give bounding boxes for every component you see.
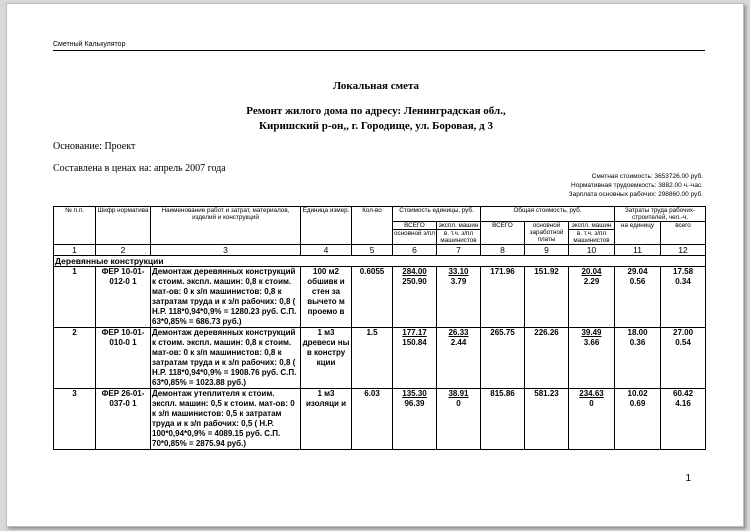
row-total-all: 265.75 xyxy=(481,328,525,389)
row-num: 1 xyxy=(54,267,96,328)
row-labor-all xyxy=(661,267,706,328)
row-labor-unit xyxy=(615,389,661,450)
tc-machines: 39.49 xyxy=(581,328,602,337)
header-uc-base-salary: основной з/пл xyxy=(393,230,437,245)
subtitle-line-1: Ремонт жилого дома по адресу: Ленинградская обл., xyxy=(246,105,506,117)
subtitle-line-2: Киришский р-он,, г. Городище, ул. Боровая, д 3 xyxy=(259,120,493,132)
row-unit-cost xyxy=(393,267,437,328)
lab-all-2: 0.34 xyxy=(675,277,691,286)
row-unit: 100 м2 обшивк и стен за вычето м проемо в xyxy=(301,267,352,328)
header-tc-machinist-salary: в. т.ч. з/пл машинистов xyxy=(569,230,615,245)
uc-all: 284.00 xyxy=(402,267,427,276)
column-number: 7 xyxy=(437,245,481,256)
document-page xyxy=(6,3,744,527)
row-unit: 1 м3 изоляци и xyxy=(301,389,352,450)
row-total-all: 171.96 xyxy=(481,267,525,328)
column-number: 12 xyxy=(661,245,706,256)
summary-block xyxy=(569,172,703,199)
header-lab-unit: на единицу xyxy=(615,222,661,245)
estimated-cost: Сметная стоимость: 3653726.00 руб. xyxy=(591,173,703,180)
header-uc-all: ВСЕГО xyxy=(393,222,437,230)
page-number: 1 xyxy=(685,473,691,484)
estimate-table xyxy=(53,206,706,450)
column-number: 5 xyxy=(352,245,393,256)
row-labor-all xyxy=(661,389,706,450)
header-total-cost: Общая стоимость, руб. xyxy=(481,207,615,222)
column-number: 4 xyxy=(301,245,352,256)
table-row xyxy=(54,267,706,328)
header-divider xyxy=(53,50,705,51)
row-total-base-salary: 151.92 xyxy=(525,267,569,328)
row-unit-cost xyxy=(393,328,437,389)
row-unit-cost xyxy=(393,389,437,450)
row-total-base-salary: 581.23 xyxy=(525,389,569,450)
uc-base-salary: 96.39 xyxy=(404,399,425,408)
row-qty: 0.6055 xyxy=(352,267,393,328)
row-total-machines xyxy=(569,328,615,389)
app-name: Сметный Калькулятор xyxy=(53,41,126,48)
column-number: 9 xyxy=(525,245,569,256)
row-total-machines xyxy=(569,389,615,450)
header-num: № п.п. xyxy=(54,207,96,245)
column-number: 8 xyxy=(481,245,525,256)
lab-all: 17.58 xyxy=(673,267,694,276)
lab-unit-2: 0.56 xyxy=(629,277,646,286)
workers-salary: Зарплата основных рабочих: 298860.00 руб. xyxy=(568,191,703,198)
lab-unit-2: 0.36 xyxy=(629,338,646,347)
lab-all: 27.00 xyxy=(673,328,694,337)
uc-all: 135.30 xyxy=(402,389,427,398)
tc-machines: 20.04 xyxy=(581,267,602,276)
uc-base-salary: 150.84 xyxy=(402,338,427,347)
row-qty: 1.5 xyxy=(352,328,393,389)
column-number: 1 xyxy=(54,245,96,256)
row-unit-machines xyxy=(437,328,481,389)
row-unit-machines xyxy=(437,389,481,450)
row-name: Демонтаж утеплителя к стоим. экспл. машин: 0,5 к стоим. мат-ов: 0 к з/п машинистов: 0,5 к затратам труда и к з/п рабочих: 0,5 ( Н.Р. 100*0,94*0,9% = 4089.15 руб. С.П. 70*0,85% = 2875.94 руб.) xyxy=(151,389,301,450)
labor-intensity: Нормативная трудоемкость: 3882.00 ч.-час. xyxy=(571,182,703,189)
tc-machinist-salary: 0 xyxy=(589,399,594,408)
uc-machinist-salary: 3.79 xyxy=(450,277,467,286)
header-tc-base-salary: основной заработной платы xyxy=(525,222,569,245)
lab-unit: 10.02 xyxy=(627,389,648,398)
document-subtitle xyxy=(7,104,745,134)
row-num: 3 xyxy=(54,389,96,450)
header-unit: Единица измер. xyxy=(301,207,352,245)
row-num: 2 xyxy=(54,328,96,389)
column-number-row xyxy=(54,245,706,256)
row-code: ФЕР 26-01-037-0 1 xyxy=(96,389,151,450)
lab-all-2: 4.16 xyxy=(675,399,691,408)
column-number: 11 xyxy=(615,245,661,256)
header-tc-all: ВСЕГО xyxy=(481,222,525,245)
lab-unit: 29.04 xyxy=(627,267,648,276)
lab-unit: 18.00 xyxy=(627,328,648,337)
row-labor-unit xyxy=(615,267,661,328)
header-uc-machinist-salary: в. т.ч. з/пл машинистов xyxy=(437,230,481,245)
table-row xyxy=(54,328,706,389)
table-row xyxy=(54,389,706,450)
row-name: Демонтаж деревянных конструкций к стоим. экспл. машин: 0,8 к стоим. мат-ов: 0 к з/п машинистов: 0,8 к затратам труда и к з/п рабочих: 0,8 ( Н.Р. 118*0,94*0,9% = 1908.76 руб. С.П. 63*0,85% = 1023.88 руб.) xyxy=(151,328,301,389)
uc-machines: 38.91 xyxy=(448,389,469,398)
tc-machinist-salary: 3.66 xyxy=(583,338,600,347)
row-code: ФЕР 10-01-010-0 1 xyxy=(96,328,151,389)
row-name: Демонтаж деревянных конструкций к стоим. экспл. машин: 0,8 к стоим. мат-ов: 0 к з/п машинистов: 0,8 к затратам труда и к з/п рабочих: 0,8 ( Н.Р. 118*0,94*0,9% = 1280.23 руб. С.П. 63*0,85% = 686.73 руб.) xyxy=(151,267,301,328)
row-total-base-salary: 226.26 xyxy=(525,328,569,389)
row-total-machines xyxy=(569,267,615,328)
column-number: 6 xyxy=(393,245,437,256)
column-number: 3 xyxy=(151,245,301,256)
tc-machinist-salary: 2.29 xyxy=(583,277,600,286)
uc-machinist-salary: 2.44 xyxy=(450,338,467,347)
prices-date-text: Составлена в ценах на: апрель 2007 года xyxy=(53,163,226,174)
row-unit: 1 м3 древеси ны в констру кции xyxy=(301,328,352,389)
lab-all-2: 0.54 xyxy=(675,338,691,347)
uc-machinist-salary: 0 xyxy=(456,399,461,408)
row-total-all: 815.86 xyxy=(481,389,525,450)
document-title: Локальная смета xyxy=(332,80,419,92)
row-labor-all xyxy=(661,328,706,389)
section-row xyxy=(54,256,706,267)
row-qty: 6.03 xyxy=(352,389,393,450)
column-number: 10 xyxy=(569,245,615,256)
header-name: Наименование работ и затрат, материалов, изделий и конструкций xyxy=(151,207,301,245)
header-lab-all: всего xyxy=(661,222,706,245)
uc-base-salary: 250.90 xyxy=(402,277,427,286)
header-qty: Кол-во xyxy=(352,207,393,245)
lab-all: 60.42 xyxy=(673,389,694,398)
uc-machines: 33.10 xyxy=(448,267,469,276)
header-tc-machines: экспл. машин xyxy=(569,222,615,230)
header-uc-machines: экспл. машин xyxy=(437,222,481,230)
lab-unit-2: 0.69 xyxy=(629,399,646,408)
row-code: ФЕР 10-01-012-0 1 xyxy=(96,267,151,328)
header-unit-cost: Стоимость единицы, руб. xyxy=(393,207,481,222)
uc-all: 177.17 xyxy=(402,328,427,337)
row-labor-unit xyxy=(615,328,661,389)
tc-machines: 234.63 xyxy=(579,389,604,398)
column-number: 2 xyxy=(96,245,151,256)
basis-text: Основание: Проект xyxy=(53,141,136,152)
uc-machines: 26.33 xyxy=(448,328,469,337)
section-title: Деревянные конструкции xyxy=(54,256,706,267)
header-code: Шифр норматива xyxy=(96,207,151,245)
header-labor: Затраты труда рабочих-строителей, чел.-ч. xyxy=(615,207,706,222)
row-unit-machines xyxy=(437,267,481,328)
